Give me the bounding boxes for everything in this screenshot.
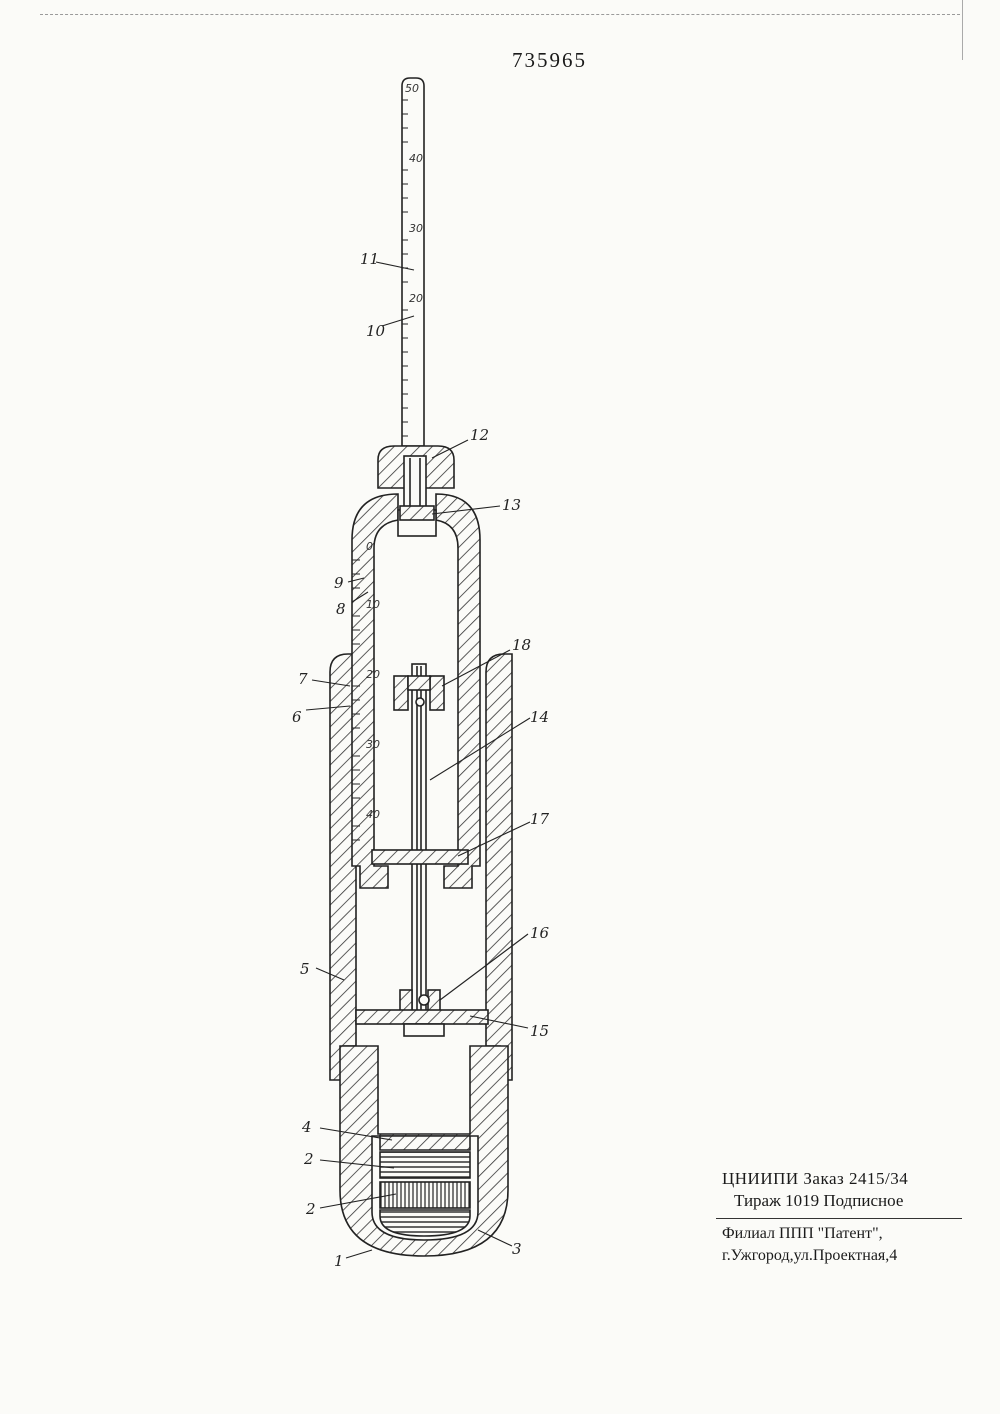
collar-18-right: [430, 676, 444, 710]
ref-10: 10: [366, 322, 386, 340]
lower-tick-10: 10: [366, 598, 380, 611]
publication-imprint: [722, 1168, 962, 1267]
base-element-3: [380, 1210, 470, 1236]
ref-17: 17: [530, 810, 550, 828]
ref-5: 5: [300, 960, 310, 978]
ref-12: 12: [470, 426, 490, 444]
ref-6: 6: [292, 708, 302, 726]
imprint-branch-line: Филиал ППП "Патент",: [722, 1225, 883, 1242]
cap-bore: [404, 456, 426, 508]
piston-4: [380, 1136, 470, 1150]
pin-16: [419, 995, 429, 1005]
ref-7: 7: [298, 670, 308, 688]
ref-4: 4: [302, 1118, 312, 1136]
ref-13: 13: [502, 496, 522, 514]
collar-16-right: [428, 990, 440, 1012]
fitting-13: [400, 506, 434, 520]
ref-2-upper: 2: [304, 1150, 314, 1168]
patent-number: 735965: [512, 48, 587, 72]
imprint-address-line: г.Ужгород,ул.Проектная,4: [722, 1247, 898, 1264]
collar-16-left: [400, 990, 412, 1012]
ref-2-lower: 2: [306, 1200, 316, 1218]
disc-17: [372, 850, 468, 864]
upper-tick-50: 50: [405, 82, 419, 95]
imprint-circulation-line: Тираж 1019 Подписное: [734, 1191, 904, 1210]
ref-9: 9: [334, 574, 344, 592]
ref-1: 1: [334, 1252, 344, 1270]
upper-tick-30: 30: [409, 222, 423, 235]
push-rod: [412, 664, 426, 1012]
ref-16: 16: [530, 924, 550, 942]
inner-tube-left: [352, 494, 398, 888]
upper-tick-20: 20: [409, 292, 423, 305]
lower-tick-30: 30: [366, 738, 380, 751]
scale-rod: [402, 78, 424, 446]
pin-18: [416, 698, 424, 706]
collar-18-left: [394, 676, 408, 710]
ref-11: 11: [360, 250, 380, 268]
lower-tick-40: 40: [366, 808, 380, 821]
plate-15: [356, 1010, 488, 1024]
ref-14: 14: [530, 708, 550, 726]
ref-15: 15: [530, 1022, 550, 1040]
imprint-order-line: ЦНИИПИ Заказ 2415/34: [722, 1169, 909, 1188]
ref-8: 8: [336, 600, 346, 618]
lower-tick-0: 0: [366, 540, 373, 553]
ref-3: 3: [512, 1240, 522, 1258]
ref-18: 18: [512, 636, 532, 654]
upper-tick-40: 40: [409, 152, 423, 165]
outer-housing-right: [486, 654, 512, 1080]
lower-tick-20: 20: [366, 668, 380, 681]
spring-element-upper: [380, 1152, 470, 1178]
imprint-divider: [716, 1218, 962, 1219]
plate-boss: [404, 1024, 444, 1036]
